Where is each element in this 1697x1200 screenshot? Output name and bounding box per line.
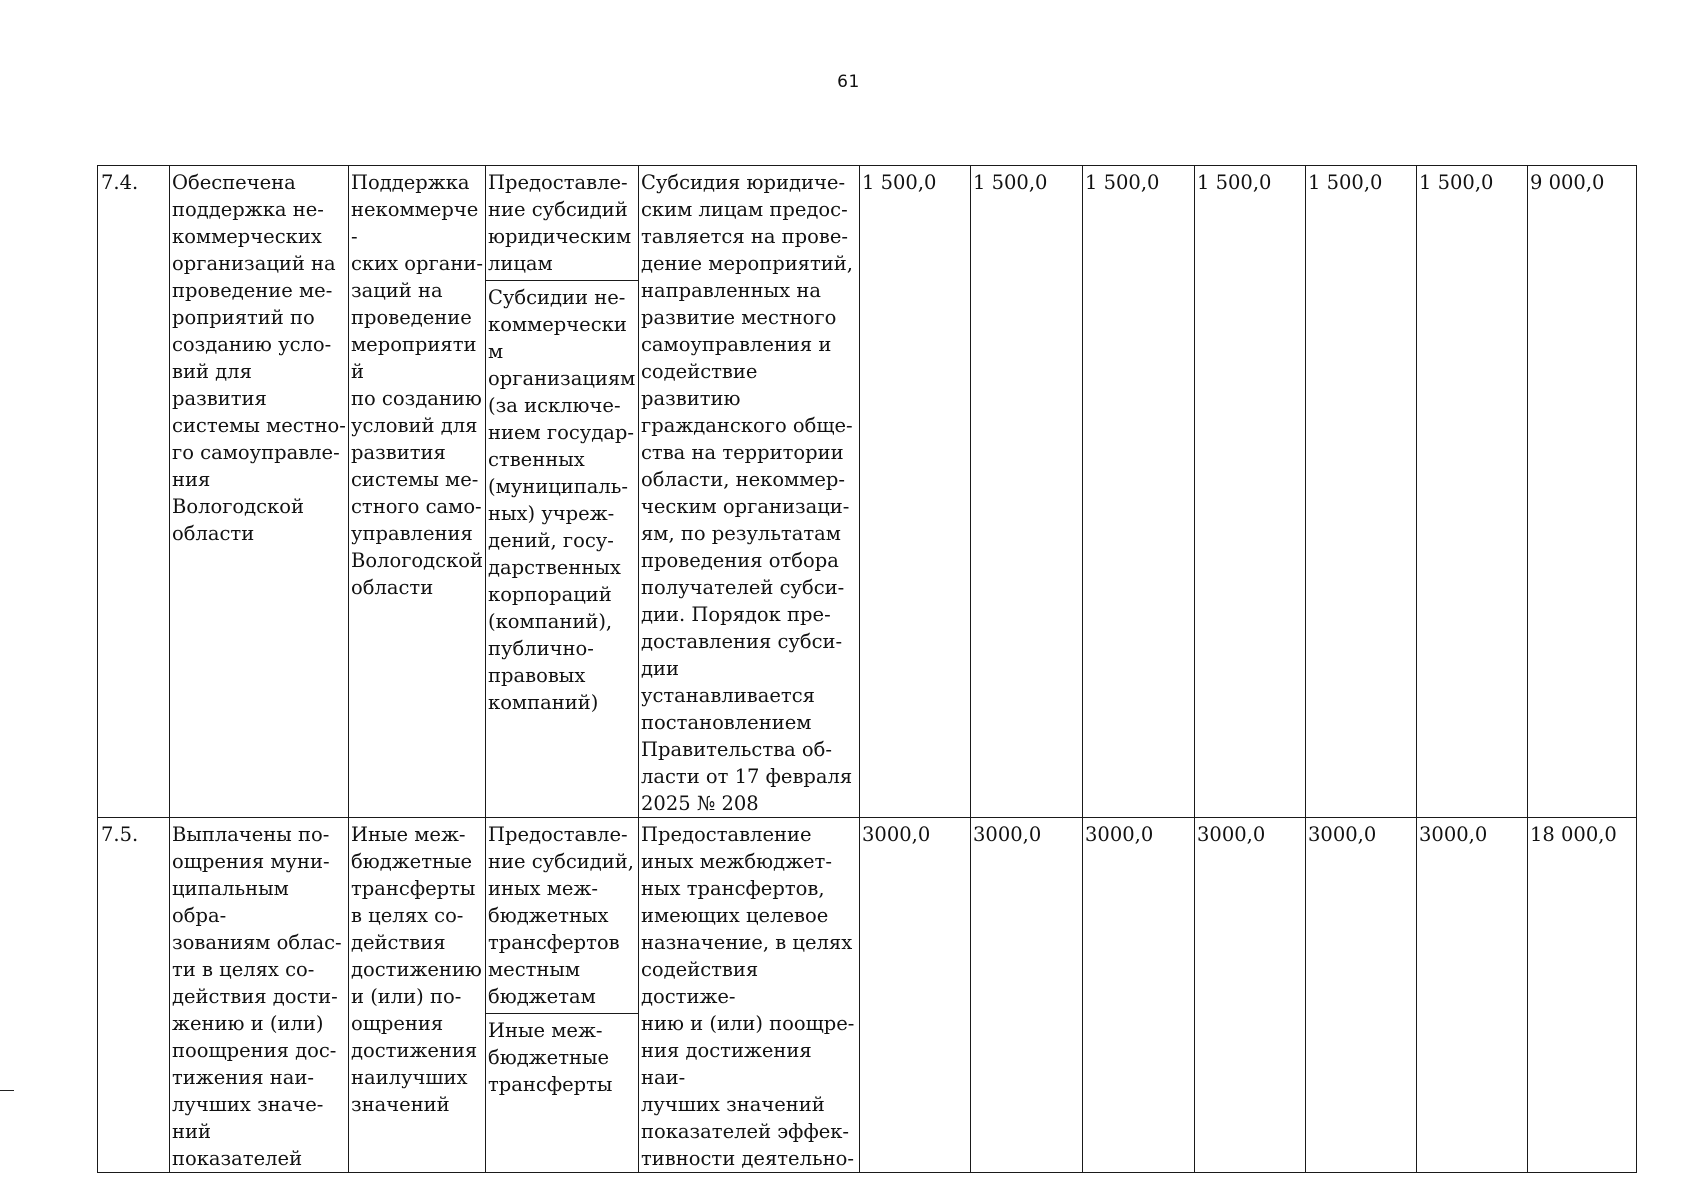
description-line: иных межбюджет- — [641, 850, 832, 873]
measure-line: стного само- — [351, 495, 482, 518]
measure-line: системы ме- — [351, 468, 479, 491]
result-line: ципальным обра- — [172, 877, 289, 927]
result-line: Выплачены по- — [172, 823, 330, 846]
result-line: проведение ме- — [172, 279, 333, 302]
type-bottom-line: ственных — [488, 448, 585, 471]
type-top-line: юридическим — [488, 225, 632, 248]
total-value-cell: 18 000,0 — [1528, 818, 1637, 1173]
measure-cell — [349, 166, 486, 818]
result-line: лучших значе- — [172, 1093, 324, 1116]
description-line: доставления субси- — [641, 630, 843, 653]
result-line: системы местно- — [172, 414, 346, 437]
type-bottom-line: ных) учреж- — [488, 502, 615, 525]
result-cell — [170, 818, 349, 1173]
year-value-cell: 3000,0 — [971, 818, 1083, 1173]
description-line: ям, по результатам — [641, 522, 841, 545]
measure-line: и (или) по- — [351, 985, 462, 1008]
measure-line: проведение — [351, 306, 472, 329]
year-value-cell: 3000,0 — [1417, 818, 1528, 1173]
description-line: Правительства об- — [641, 738, 833, 761]
description-line: ласти от 17 февраля — [641, 765, 853, 788]
measure-line: ских органи- — [351, 252, 483, 275]
year-value-cell: 1 500,0 — [971, 166, 1083, 818]
measure-line: мероприятий — [351, 333, 477, 383]
description-line: назначение, в целях — [641, 931, 853, 954]
description-line: лучших значений — [641, 1093, 825, 1116]
description-line: проведения отбора — [641, 549, 839, 572]
year-value-cell: 1 500,0 — [1306, 166, 1417, 818]
margin-mark — [0, 1090, 14, 1091]
type-bottom-line: Субсидии не- — [488, 286, 626, 309]
type-top-line: иных меж- — [488, 877, 598, 900]
type-bottom-line: (муниципаль- — [488, 475, 628, 498]
page-number: 61 — [837, 72, 860, 92]
type-bottom-line: бюджетные — [488, 1046, 610, 1069]
result-line: коммерческих — [172, 225, 322, 248]
measure-line: трансферты — [351, 877, 476, 900]
type-bottom-line: дений, госу- — [488, 529, 614, 552]
type-bottom-line: дарственных — [488, 556, 621, 579]
year-value-cell: 1 500,0 — [1195, 166, 1306, 818]
result-line: ний показателей — [172, 1120, 303, 1170]
total-value-cell: 9 000,0 — [1528, 166, 1637, 818]
measure-line: некоммерче- — [351, 198, 479, 248]
result-line: зованиям облас- — [172, 931, 342, 954]
program-table — [97, 165, 1637, 1173]
year-value-cell: 3000,0 — [1195, 818, 1306, 1173]
type-top-subcell — [486, 166, 638, 281]
result-line: Обеспечена — [172, 171, 296, 194]
description-line: Субсидия юридиче- — [641, 171, 846, 194]
year-value-cell: 1 500,0 — [1417, 166, 1528, 818]
measure-line: области — [351, 576, 434, 599]
result-line: поощрения дос- — [172, 1039, 337, 1062]
result-line: организаций на — [172, 252, 336, 275]
type-top-line: бюджетных — [488, 904, 609, 927]
measure-line: действия — [351, 931, 446, 954]
measure-line: Вологодской — [351, 549, 484, 572]
type-top-line: Предоставле- — [488, 171, 628, 194]
type-bottom-line: публично- — [488, 637, 594, 660]
description-line: ния достижения наи- — [641, 1039, 812, 1089]
description-line: тавляется на прове- — [641, 225, 848, 248]
year-value-cell: 3000,0 — [860, 818, 971, 1173]
result-line: го самоуправле- — [172, 441, 340, 464]
result-cell — [170, 166, 349, 818]
description-line: получателей субси- — [641, 576, 845, 599]
type-bottom-line: (за исключе- — [488, 394, 621, 417]
description-line: Предоставление — [641, 823, 812, 846]
description-line: постановлением — [641, 711, 812, 734]
measure-line: ощрения — [351, 1012, 444, 1035]
description-line: гражданского обще- — [641, 414, 853, 437]
result-line: роприятий по — [172, 306, 315, 329]
description-line: показателей эффек- — [641, 1120, 850, 1143]
type-top-line: трансфертов — [488, 931, 620, 954]
year-value-cell: 3000,0 — [1083, 818, 1195, 1173]
measure-cell — [349, 818, 486, 1173]
result-line: действия дости- — [172, 985, 338, 1008]
type-bottom-subcell — [486, 1014, 638, 1098]
measure-line: достижению — [351, 958, 482, 981]
description-line: содействие развитию — [641, 360, 758, 410]
table-row — [98, 166, 1637, 818]
type-bottom-line: коммерческим — [488, 313, 627, 363]
row-number: 7.5. — [98, 818, 170, 1173]
type-top-line: лицам — [488, 252, 553, 275]
description-line: дии устанавливается — [641, 657, 815, 707]
result-line: тижения наи- — [172, 1066, 314, 1089]
type-bottom-line: корпораций — [488, 583, 612, 606]
type-bottom-subcell — [486, 281, 638, 716]
type-cell — [486, 818, 639, 1173]
measure-line: в целях со- — [351, 904, 464, 927]
result-line: ощрения муни- — [172, 850, 330, 873]
description-line: ческим организаци- — [641, 495, 850, 518]
type-top-line: бюджетам — [488, 985, 596, 1008]
row-number: 7.4. — [98, 166, 170, 818]
type-top-subcell — [486, 818, 638, 1014]
description-line: дение мероприятий, — [641, 252, 853, 275]
measure-line: бюджетные — [351, 850, 473, 873]
result-line: области — [172, 522, 255, 545]
description-line: развитие местного — [641, 306, 837, 329]
measure-line: развития — [351, 441, 446, 464]
measure-line: управления — [351, 522, 473, 545]
description-line: области, некоммер- — [641, 468, 846, 491]
year-value-cell: 1 500,0 — [860, 166, 971, 818]
description-line: направленных на — [641, 279, 821, 302]
result-line: поддержка не- — [172, 198, 324, 221]
type-bottom-line: организациям — [488, 367, 636, 390]
type-top-line: ние субсидий — [488, 198, 628, 221]
result-line: ния Вологодской — [172, 468, 305, 518]
type-bottom-line: правовых — [488, 664, 586, 687]
table-row — [98, 818, 1637, 1173]
description-line: ства на территории — [641, 441, 844, 464]
result-line: жению и (или) — [172, 1012, 324, 1035]
type-top-line: местным — [488, 958, 581, 981]
type-top-line: ние субсидий, — [488, 850, 634, 873]
measure-line: заций на — [351, 279, 443, 302]
description-line: самоуправления и — [641, 333, 832, 356]
description-cell — [639, 818, 860, 1173]
result-line: ти в целях со- — [172, 958, 315, 981]
description-line: дии. Порядок пре- — [641, 603, 831, 626]
measure-line: достижения — [351, 1039, 478, 1062]
type-bottom-line: компаний) — [488, 691, 599, 714]
description-line: тивности деятельно- — [641, 1147, 854, 1170]
result-line: созданию усло- — [172, 333, 332, 356]
result-line: вий для развития — [172, 360, 267, 410]
year-value-cell: 3000,0 — [1306, 818, 1417, 1173]
description-cell — [639, 166, 860, 818]
type-bottom-line: Иные меж- — [488, 1019, 603, 1042]
type-bottom-line: (компаний), — [488, 610, 613, 633]
measure-line: значений — [351, 1093, 450, 1116]
description-line: нию и (или) поощре- — [641, 1012, 855, 1035]
description-line: содействия достиже- — [641, 958, 759, 1008]
description-line: ским лицам предос- — [641, 198, 848, 221]
measure-line: по созданию — [351, 387, 482, 410]
description-line: 2025 № 208 — [641, 792, 759, 815]
description-line: ных трансфертов, — [641, 877, 825, 900]
type-cell — [486, 166, 639, 818]
measure-line: Иные меж- — [351, 823, 466, 846]
measure-line: наилучших — [351, 1066, 468, 1089]
type-bottom-line: нием государ- — [488, 421, 634, 444]
measure-line: условий для — [351, 414, 478, 437]
measure-line: Поддержка — [351, 171, 470, 194]
type-top-line: Предоставле- — [488, 823, 628, 846]
year-value-cell: 1 500,0 — [1083, 166, 1195, 818]
type-bottom-line: трансферты — [488, 1073, 613, 1096]
description-line: имеющих целевое — [641, 904, 829, 927]
